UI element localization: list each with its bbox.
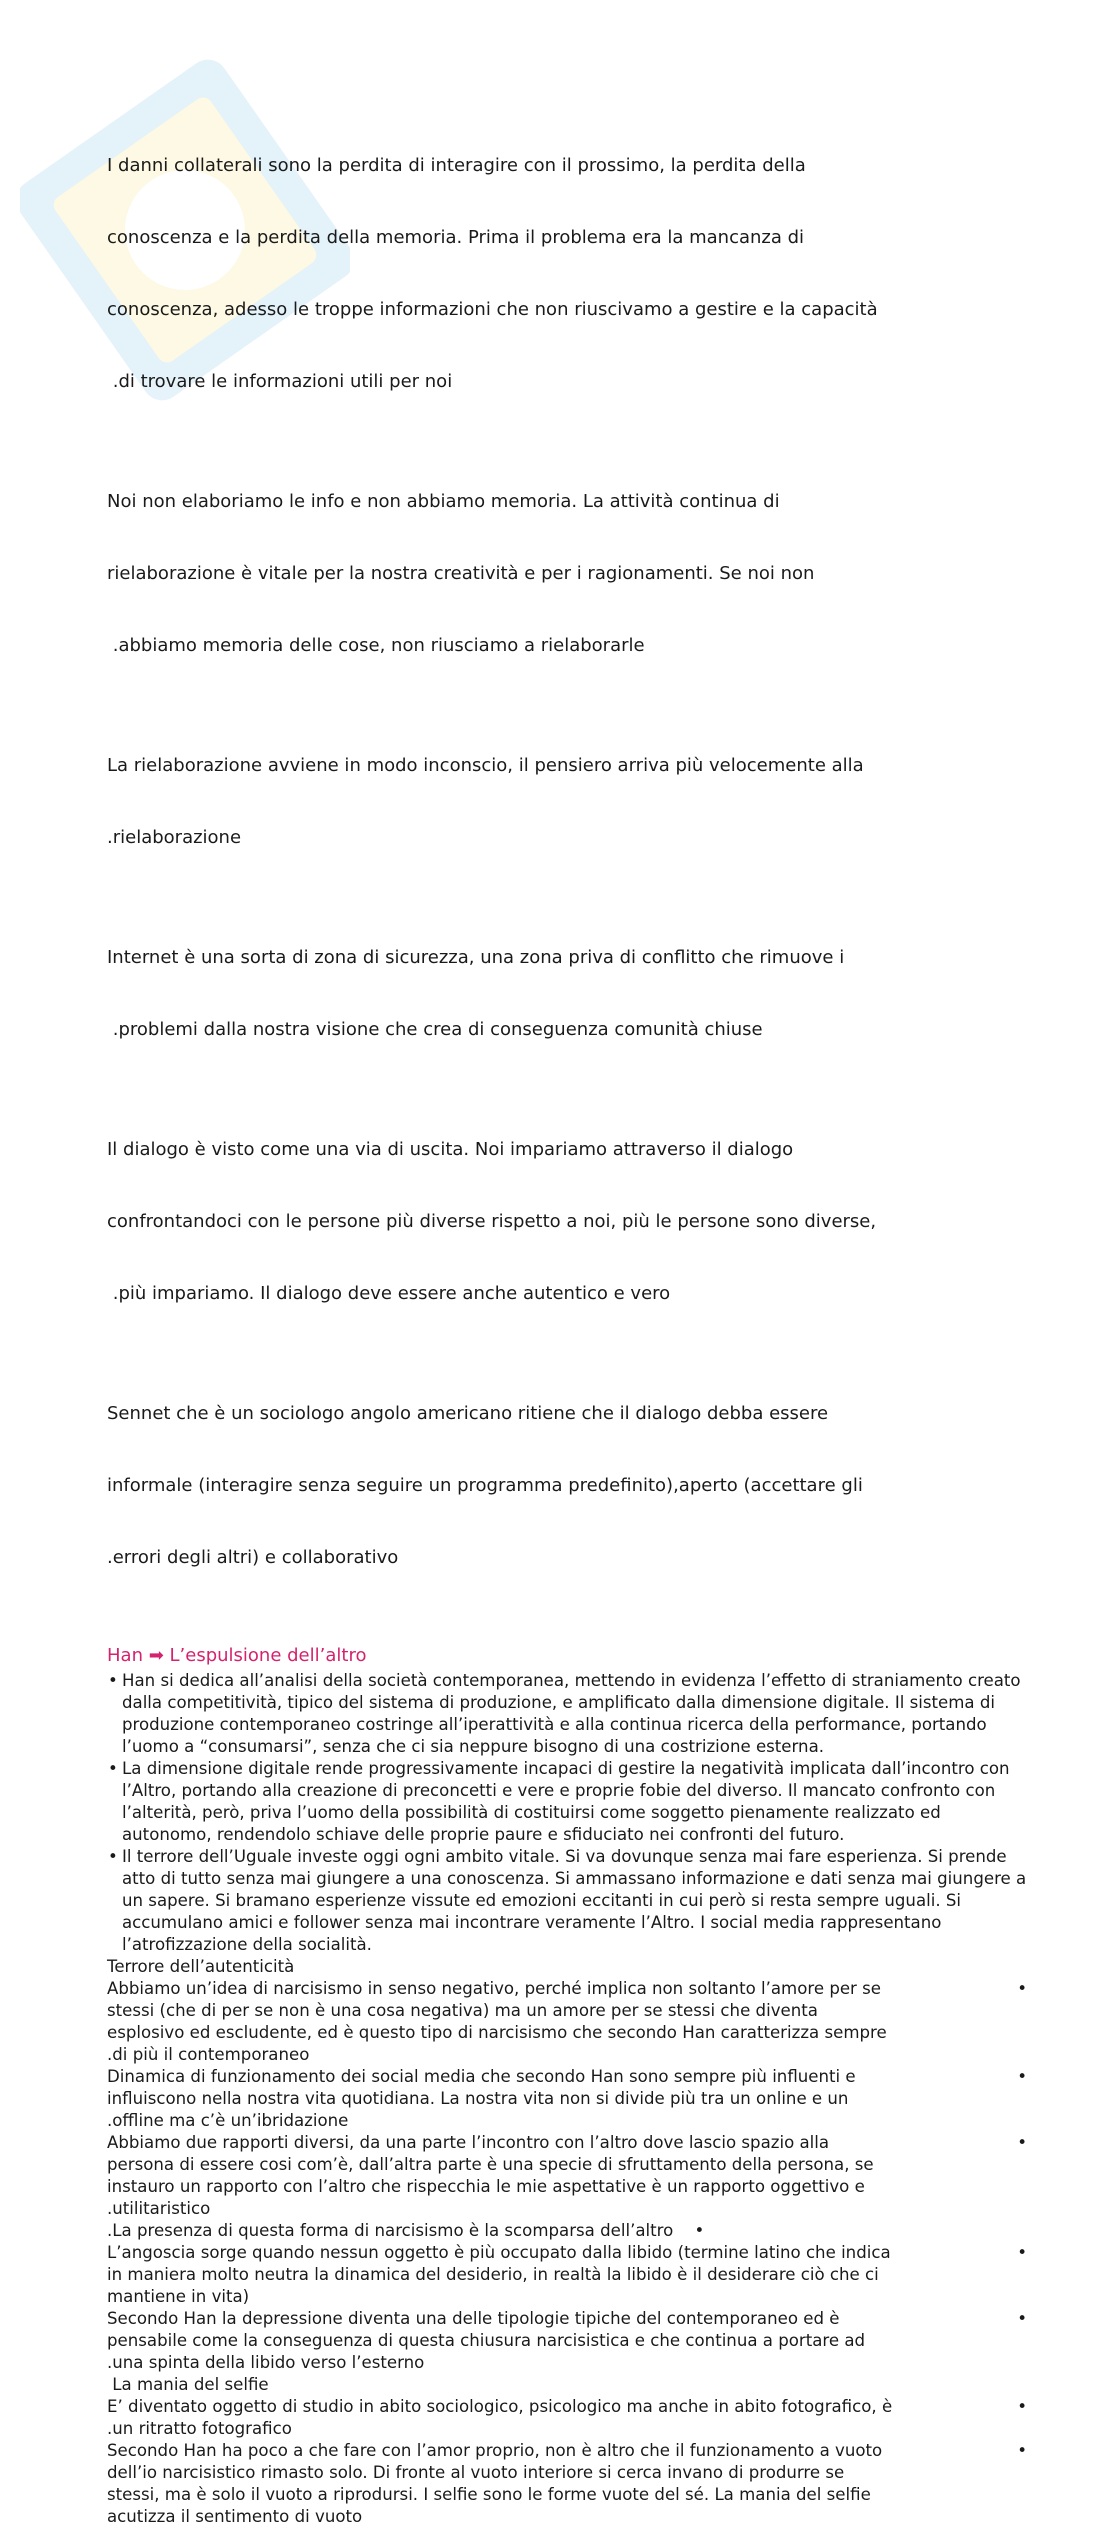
text-line: .errori degli altri) e collaborativo xyxy=(107,1547,399,1568)
list-item xyxy=(107,2066,1027,2132)
text-line: .rielaborazione xyxy=(107,827,242,848)
list-item xyxy=(107,2308,1027,2374)
text-line: persona di essere cosi com’è, dall’altra parte è una specie di sfruttamento della persona, se xyxy=(107,2155,874,2174)
list-item xyxy=(107,2132,1027,2220)
text-line: stessi (che di per se non è una cosa negativa) ma un amore per se stessi che diventa xyxy=(107,2001,818,2020)
section-heading: Han ➡ L’espulsione dell’altro xyxy=(107,1645,367,1666)
text-line: .più impariamo. Il dialogo deve essere anche autentico e vero xyxy=(107,1283,671,1304)
text-line: influiscono nella nostra vita quotidiana. La nostra vita non si divide più tra un online e un xyxy=(107,2089,849,2108)
bullet-icon: • xyxy=(1017,2441,1027,2460)
paragraph xyxy=(107,1090,1027,1354)
bullet-icon: • xyxy=(1017,2243,1027,2262)
bullet-icon: • xyxy=(1017,2309,1027,2328)
text-line: Dinamica di funzionamento dei social media che secondo Han sono sempre più influenti e xyxy=(107,2067,856,2086)
text-line: .offline ma c’è un’ibridazione xyxy=(107,2111,349,2130)
bullet-icon: • xyxy=(694,2221,705,2240)
text-line: rielaborazione è vitale per la nostra creatività e per i ragionamenti. Se noi non xyxy=(107,563,815,584)
text-line: Internet è una sorta di zona di sicurezza, una zona priva di conflitto che rimuove i xyxy=(107,947,845,968)
text-line: Il dialogo è visto come una via di uscita. Noi impariamo attraverso il dialogo xyxy=(107,1139,794,1160)
bullet-icon: • xyxy=(1017,2133,1027,2152)
text-line: conoscenza, adesso le troppe informazioni che non riuscivamo a gestire e la capacità xyxy=(107,299,878,320)
subsection-title: Terrore dell’autenticità xyxy=(107,1957,295,1976)
bullet-icon: • xyxy=(1017,1979,1027,1998)
text-line: esplosivo ed escludente, ed è questo tipo di narcisismo che secondo Han caratterizza sempre xyxy=(107,2023,887,2042)
text-line: Secondo Han la depressione diventa una delle tipologie tipiche del contemporaneo ed è xyxy=(107,2309,840,2328)
text-line: informale (interagire senza seguire un programma predefinito),aperto (accettare gli xyxy=(107,1475,863,1496)
paragraph xyxy=(107,706,1027,898)
text-line: Noi non elaboriamo le info e non abbiamo memoria. La attività continua di xyxy=(107,491,780,512)
autenticita-section xyxy=(107,1956,1027,2374)
list-item: • La dimensione digitale rende progressivamente incapaci di gestire la negatività implicata dall’incontro con l’Altro, portando alla creazione di preconcetti e vere e proprie fobie del diverso. Il mancato confronto con l’alterità, però, priva l’uomo della possibilità di costituirsi come soggetto pienamente realizzato ed autonomo, rendendolo schiave delle proprie paure e sfiduciato nei confronti del futuro. xyxy=(107,1758,1027,1846)
text-line: stessi, ma è solo il vuoto a riprodursi. I selfie sono le forme vuote del sé. La mania del selfie xyxy=(107,2485,871,2504)
paragraph xyxy=(107,898,1027,1090)
list-item xyxy=(107,2396,1027,2440)
text-line: .utilitaristico xyxy=(107,2199,211,2218)
text-line: instauro un rapporto con l’altro che rispecchia le mie aspettative è un rapporto oggettivo e xyxy=(107,2177,865,2196)
list-item xyxy=(107,2440,1027,2528)
document-page xyxy=(107,106,1027,2528)
text-line: Abbiamo due rapporti diversi, da una parte l’incontro con l’altro dove lascio spazio alla xyxy=(107,2133,830,2152)
text-line: I danni collaterali sono la perdita di interagire con il prossimo, la perdita della xyxy=(107,155,806,176)
selfie-section xyxy=(107,2374,1027,2528)
text-line: confrontandoci con le persone più diverse rispetto a noi, più le persone sono diverse, xyxy=(107,1211,877,1232)
text-line: .un ritratto fotografico xyxy=(107,2419,292,2438)
text-line: conoscenza e la perdita della memoria. Prima il problema era la mancanza di xyxy=(107,227,805,248)
text-line: dell’io narcisistico rimasto solo. Di fronte al vuoto interiore si cerca invano di produrre se xyxy=(107,2463,845,2482)
paragraph xyxy=(107,106,1027,442)
paragraph xyxy=(107,1354,1027,1618)
text-line: .La presenza di questa forma di narcisismo è la scomparsa dell’altro xyxy=(107,2221,674,2240)
bullet-icon: • xyxy=(1017,2067,1027,2086)
text-line: .di più il contemporaneo xyxy=(107,2045,310,2064)
text-line: La rielaborazione avviene in modo inconscio, il pensiero arriva più velocemente alla xyxy=(107,755,864,776)
bullet-icon: • xyxy=(1017,2397,1027,2416)
intro-paragraphs xyxy=(107,106,1027,1618)
subsection-title: La mania del selfie xyxy=(107,2375,269,2394)
text-line: Abbiamo un’idea di narcisismo in senso negativo, perché implica non soltanto l’amore per se xyxy=(107,1979,882,1998)
text-line: mantiene in vita) xyxy=(107,2287,250,2306)
text-line: E’ diventato oggetto di studio in abito sociologico, psicologico ma anche in abito fotografico, è xyxy=(107,2397,893,2416)
text-line: .una spinta della libido verso l’esterno xyxy=(107,2353,425,2372)
list-item xyxy=(107,1978,1027,2066)
list-item xyxy=(107,2242,1027,2308)
text-line: Sennet che è un sociologo angolo americano ritiene che il dialogo debba essere xyxy=(107,1403,829,1424)
bullet-list xyxy=(107,1670,1027,1956)
text-line: acutizza il sentimento di vuoto xyxy=(107,2507,363,2526)
text-line: .problemi dalla nostra visione che crea di conseguenza comunità chiuse xyxy=(107,1019,763,1040)
text-line: L’angoscia sorge quando nessun oggetto è più occupato dalla libido (termine latino che indica xyxy=(107,2243,891,2262)
text-line: .abbiamo memoria delle cose, non riusciamo a rielaborarle xyxy=(107,635,645,656)
list-item xyxy=(107,2220,1027,2242)
text-line: .di trovare le informazioni utili per noi xyxy=(107,371,453,392)
text-line: Secondo Han ha poco a che fare con l’amor proprio, non è altro che il funzionamento a vuoto xyxy=(107,2441,883,2460)
list-item: • Il terrore dell’Uguale investe oggi ogni ambito vitale. Si va dovunque senza mai fare esperienza. Si prende atto di tutto senza mai giungere a una conoscenza. Si ammassano informazione e dati senza mai giungere a un sapere. Si bramano esperienze vissute ed emozioni eccitanti in cui però si resta sempre uguali. Si accumulano amici e follower senza mai incontrare veramente l’Altro. I social media rappresentano l’atrofizzazione della socialità. xyxy=(107,1846,1027,1956)
list-item: • Han si dedica all’analisi della società contemporanea, mettendo in evidenza l’effetto di straniamento creato dalla competitività, tipico del sistema di produzione, e amplificato dalla dimensione digitale. Il sistema di produzione contemporaneo costringe all’iperattività e alla continua ricerca della performance, portando l’uomo a “consumarsi”, senza che ci sia neppure bisogno di una costrizione esterna. xyxy=(107,1670,1027,1758)
text-line: in maniera molto neutra la dinamica del desiderio, in realtà la libido è il desiderare ciò che ci xyxy=(107,2265,879,2284)
text-line: pensabile come la conseguenza di questa chiusura narcisistica e che continua a portare ad xyxy=(107,2331,866,2350)
paragraph xyxy=(107,442,1027,706)
